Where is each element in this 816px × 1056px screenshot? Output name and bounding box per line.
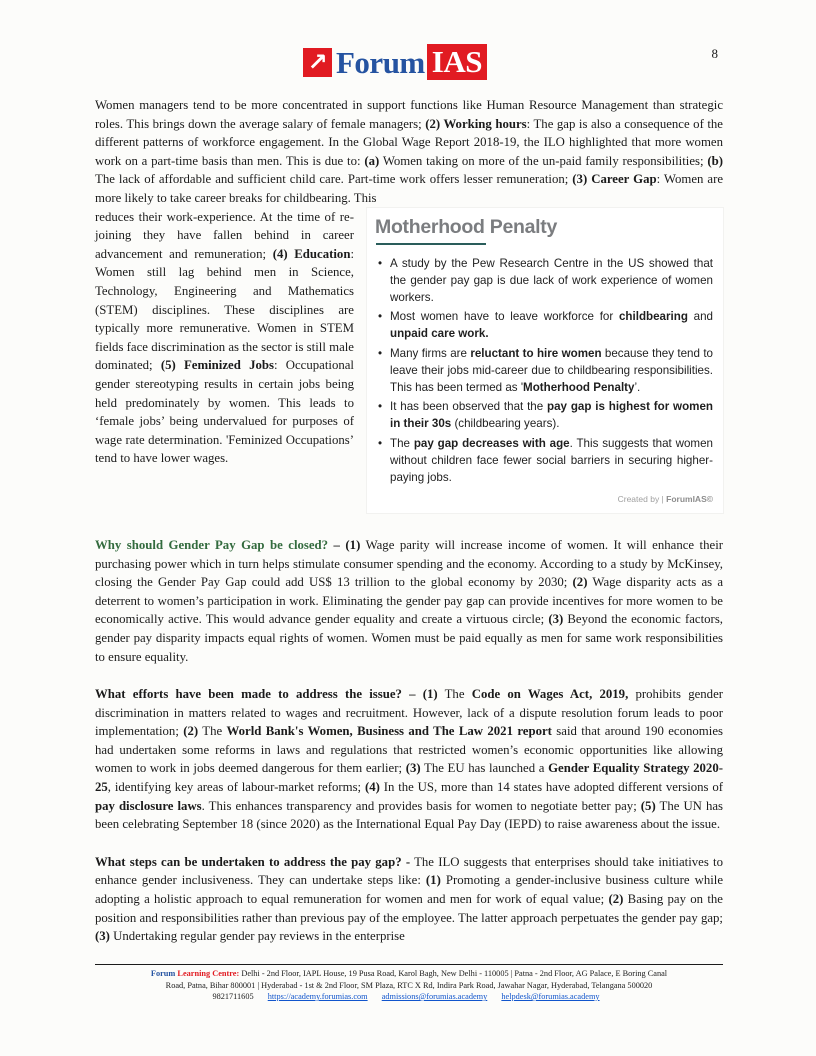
footer-address-line-2: Road, Patna, Bihar 800001 | Hyderabad - 1st & 2nd Floor, SM Plaza, RTC X Rd, Indira Park Road, Jawahar Nagar, Hyderabad, Telangana 500020 bbox=[165, 980, 653, 990]
paragraph-why-close-gap: Why should Gender Pay Gap be closed? – (1) Wage parity will increase income of women. It will enhance their purchasing power which in turn helps stimulate consumer spending and the economy. According to a study by McKinsey, closing the Gender Pay Gap could add US$ 13 trillion to the global economy by 2030; (2) Wage disparity acts as a deterrent to women’s participation in work. Eliminating the gender pay gap can provide incentives for more women to be economically active. This would advance gender equality and create a virtuous circle; (3) Beyond the economic factors, gender pay disparity impacts equal rights of women. Women must be paid equally as men for same work responsibilities to ensure equality. bbox=[95, 537, 724, 664]
bullet-pay-gap-30s: • It has been observed that the pay gap is highest for women in their 30s (childbearing years). bbox=[375, 399, 713, 433]
paragraph-steps-to-address: What steps can be undertaken to address the pay gap? - The ILO suggests that enterprises should take initiatives to enhance gender inclusiveness. They can undertake steps like: (1) Promoting a gender-inclusive business culture while adopting a holistic approach to equal remuneration for women and men for work of equal value; (2) Basing pay on the position and responsibilities rather than previous pay of the employee. The latter approach perpetuates the gender pay gap; (3) Undertaking regular gender pay reviews in the enterprise bbox=[95, 854, 724, 944]
forumias-logo bbox=[303, 44, 487, 80]
footer-brand-learning-centre: Learning Centre: bbox=[177, 969, 240, 978]
page-footer bbox=[95, 964, 723, 1003]
footer-address-line-1 bbox=[95, 968, 723, 980]
paragraph-working-hours-career-gap: Women managers tend to be more concentrated in support functions like Human Resource Management than strategic roles. This brings down the average salary of female managers; (2) Working hours: The gap is also a consequence of the different patterns of workforce engagement. In the Global Wage Report 2018-19, the ILO highlighted that more women work on a part-time basis than men. This is due to: (a) Women taking on more of the un-paid family responsibilities; (b) The lack of affordable and sufficient child care. Part-time work offers lesser remuneration; (3) Career Gap: Women are more likely to take career breaks for childbearing. This bbox=[95, 98, 724, 205]
footer-link-admissions-email[interactable]: admissions@forumias.academy bbox=[381, 992, 488, 1001]
footer-address-delhi-patna: Delhi - 2nd Floor, IAPL House, 19 Pusa Road, Karol Bagh, New Delhi - 110005 | Patna - 2nd Floor, AG Palace, E Boring Canal bbox=[241, 969, 668, 978]
page-number: 8 bbox=[711, 46, 718, 61]
motherhood-penalty-infographic bbox=[367, 208, 723, 513]
bullet-leave-workforce: • Most women have to leave workforce for childbearing and unpaid care work. bbox=[375, 309, 713, 343]
document-body bbox=[95, 96, 723, 965]
footer-link-academy-website[interactable]: https://academy.forumias.com bbox=[267, 992, 368, 1001]
footer-brand-forum: Forum bbox=[150, 969, 176, 978]
infographic-title: Motherhood Penalty bbox=[375, 215, 558, 238]
footer-divider bbox=[95, 964, 723, 965]
bullet-pew-research: • A study by the Pew Research Centre in the US showed that the gender pay gap is due lack of work experience of women workers. bbox=[375, 256, 713, 306]
footer-phone-number: 9821711605 bbox=[212, 992, 254, 1001]
paragraph-education-feminized-jobs: reduces their work-experience. At the time of re-joining they have fallen behind in career advancement and remuneration; (4) Education: Women still lag behind men in Science, Technology, Engineering and Mathematics (STEM) disciplines. These disciplines are typically more remunerative. Women in STEM fields face discrimination as the sector is still male dominated; (5) Feminized Jobs: Occupational gender stereotyping results in certain jobs being held predominately by women. This leads to ‘female jobs’ being undervalued for purposes of wage rate determination. 'Feminized Occupations’ tend to have lower wages. bbox=[95, 209, 354, 466]
footer-link-helpdesk-email[interactable]: helpdesk@forumias.academy bbox=[501, 992, 600, 1001]
infographic-credit bbox=[375, 490, 713, 509]
paragraph-efforts-made: What efforts have been made to address the issue? – (1) The Code on Wages Act, 2019, prohibits gender discrimination in matters related to wages and recruitment. However, lack of a dispute resolution forum leads to poor implementation; (2) The World Bank's Women, Business and The Law 2021 report said that around 190 economies had undertaken some reforms in laws and regulations that restricted women’s economic opportunities like allowing women to work in jobs deemed dangerous for them earlier; (3) The EU has launched a Gender Equality Strategy 2020-25, identifying key areas of labour-market reforms; (4) In the US, more than 14 states have adopted different versions of pay disclosure laws. This enhances transparency and provides basis for women to negotiate better pay; (5) The UN has been celebrating September 18 (since 2020) as the International Equal Pay Day (IEPD) to raise awareness about the issue. bbox=[95, 687, 724, 832]
bullet-reluctant-to-hire: • Many firms are reluctant to hire women because they tend to leave their jobs mid-career due to childbearing responsibilities. This has been termed as 'Motherhood Penalty’. bbox=[375, 346, 713, 396]
credit-prefix: Created by | bbox=[617, 494, 667, 505]
logo-text-forum: Forum bbox=[336, 44, 425, 80]
credit-brand: ForumIAS© bbox=[666, 494, 713, 505]
footer-contact-line bbox=[95, 991, 723, 1003]
title-underline-decoration bbox=[376, 243, 486, 245]
wrapped-text-section bbox=[95, 208, 723, 517]
infographic-bullet-list bbox=[375, 256, 713, 486]
logo-arrow-icon: ↗ bbox=[303, 48, 332, 77]
logo-text-ias: IAS bbox=[427, 44, 487, 80]
bullet-pay-gap-age: • The pay gap decreases with age. This suggests that women without children face fewer social barriers in securing higher-paying jobs. bbox=[375, 436, 713, 486]
